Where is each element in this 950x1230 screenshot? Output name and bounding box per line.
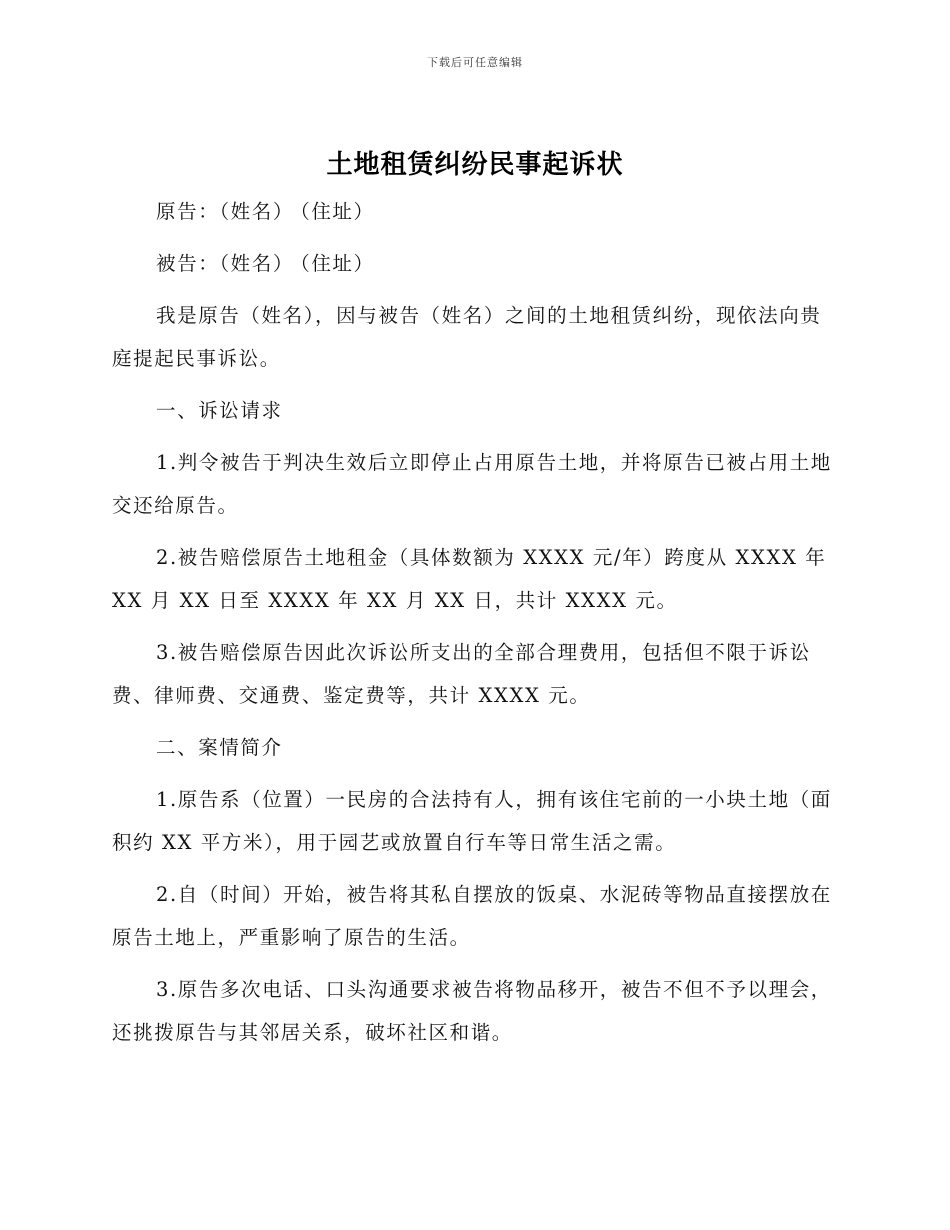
document-body xyxy=(112,190,838,1063)
fact-item-3: 3.原告多次电话、口头沟通要求被告将物品移开，被告不但不予以理会，还挑拨原告与其邻居关系，破坏社区和谐。 xyxy=(112,978,832,1044)
claim-item-3: 3.被告赔偿原告因此次诉讼所支出的全部合理费用，包括但不限于诉讼费、律师费、交通费、鉴定费等，共计 XXXX 元。 xyxy=(112,641,811,707)
claim-item-2: 2.被告赔偿原告土地租金（具体数额为 XXXX 元/年）跨度从 XXXX 年 XX 月 XX 日至 XXXX 年 XX 月 XX 日，共计 XXXX 元。 xyxy=(112,546,827,612)
fact-item-2: 2.自（时间）开始，被告将其私自摆放的饭桌、水泥砖等物品直接摆放在原告土地上，严重影响了原告的生活。 xyxy=(112,883,832,949)
defendant-line xyxy=(112,242,838,285)
claims-heading: 一、诉讼请求 xyxy=(156,399,283,422)
document-title: 土地租赁纠纷民事起诉状 xyxy=(326,150,624,180)
header-note: 下载后可任意编辑 xyxy=(427,56,523,69)
facts-heading: 二、案情简介 xyxy=(156,736,283,759)
intro-paragraph: 我是原告（姓名），因与被告（姓名）之间的土地租赁纠纷，现依法向贵庭提起民事诉讼。 xyxy=(112,304,822,370)
plaintiff-name: （姓名） xyxy=(219,200,294,223)
defendant-name: （姓名） xyxy=(219,252,294,275)
defendant-address: （住址） xyxy=(299,252,375,275)
defendant-label: 被告： xyxy=(156,252,220,275)
plaintiff-line xyxy=(112,190,838,233)
plaintiff-label: 原告： xyxy=(156,200,220,223)
claim-item-1: 1.判令被告于判决生效后立即停止占用原告土地，并将原告已被占用土地交还给原告。 xyxy=(112,451,832,517)
fact-item-1: 1.原告系（位置）一民房的合法持有人，拥有该住宅前的一小块土地（面积约 XX 平方米），用于园艺或放置自行车等日常生活之需。 xyxy=(112,788,832,854)
plaintiff-address: （住址） xyxy=(299,200,375,223)
